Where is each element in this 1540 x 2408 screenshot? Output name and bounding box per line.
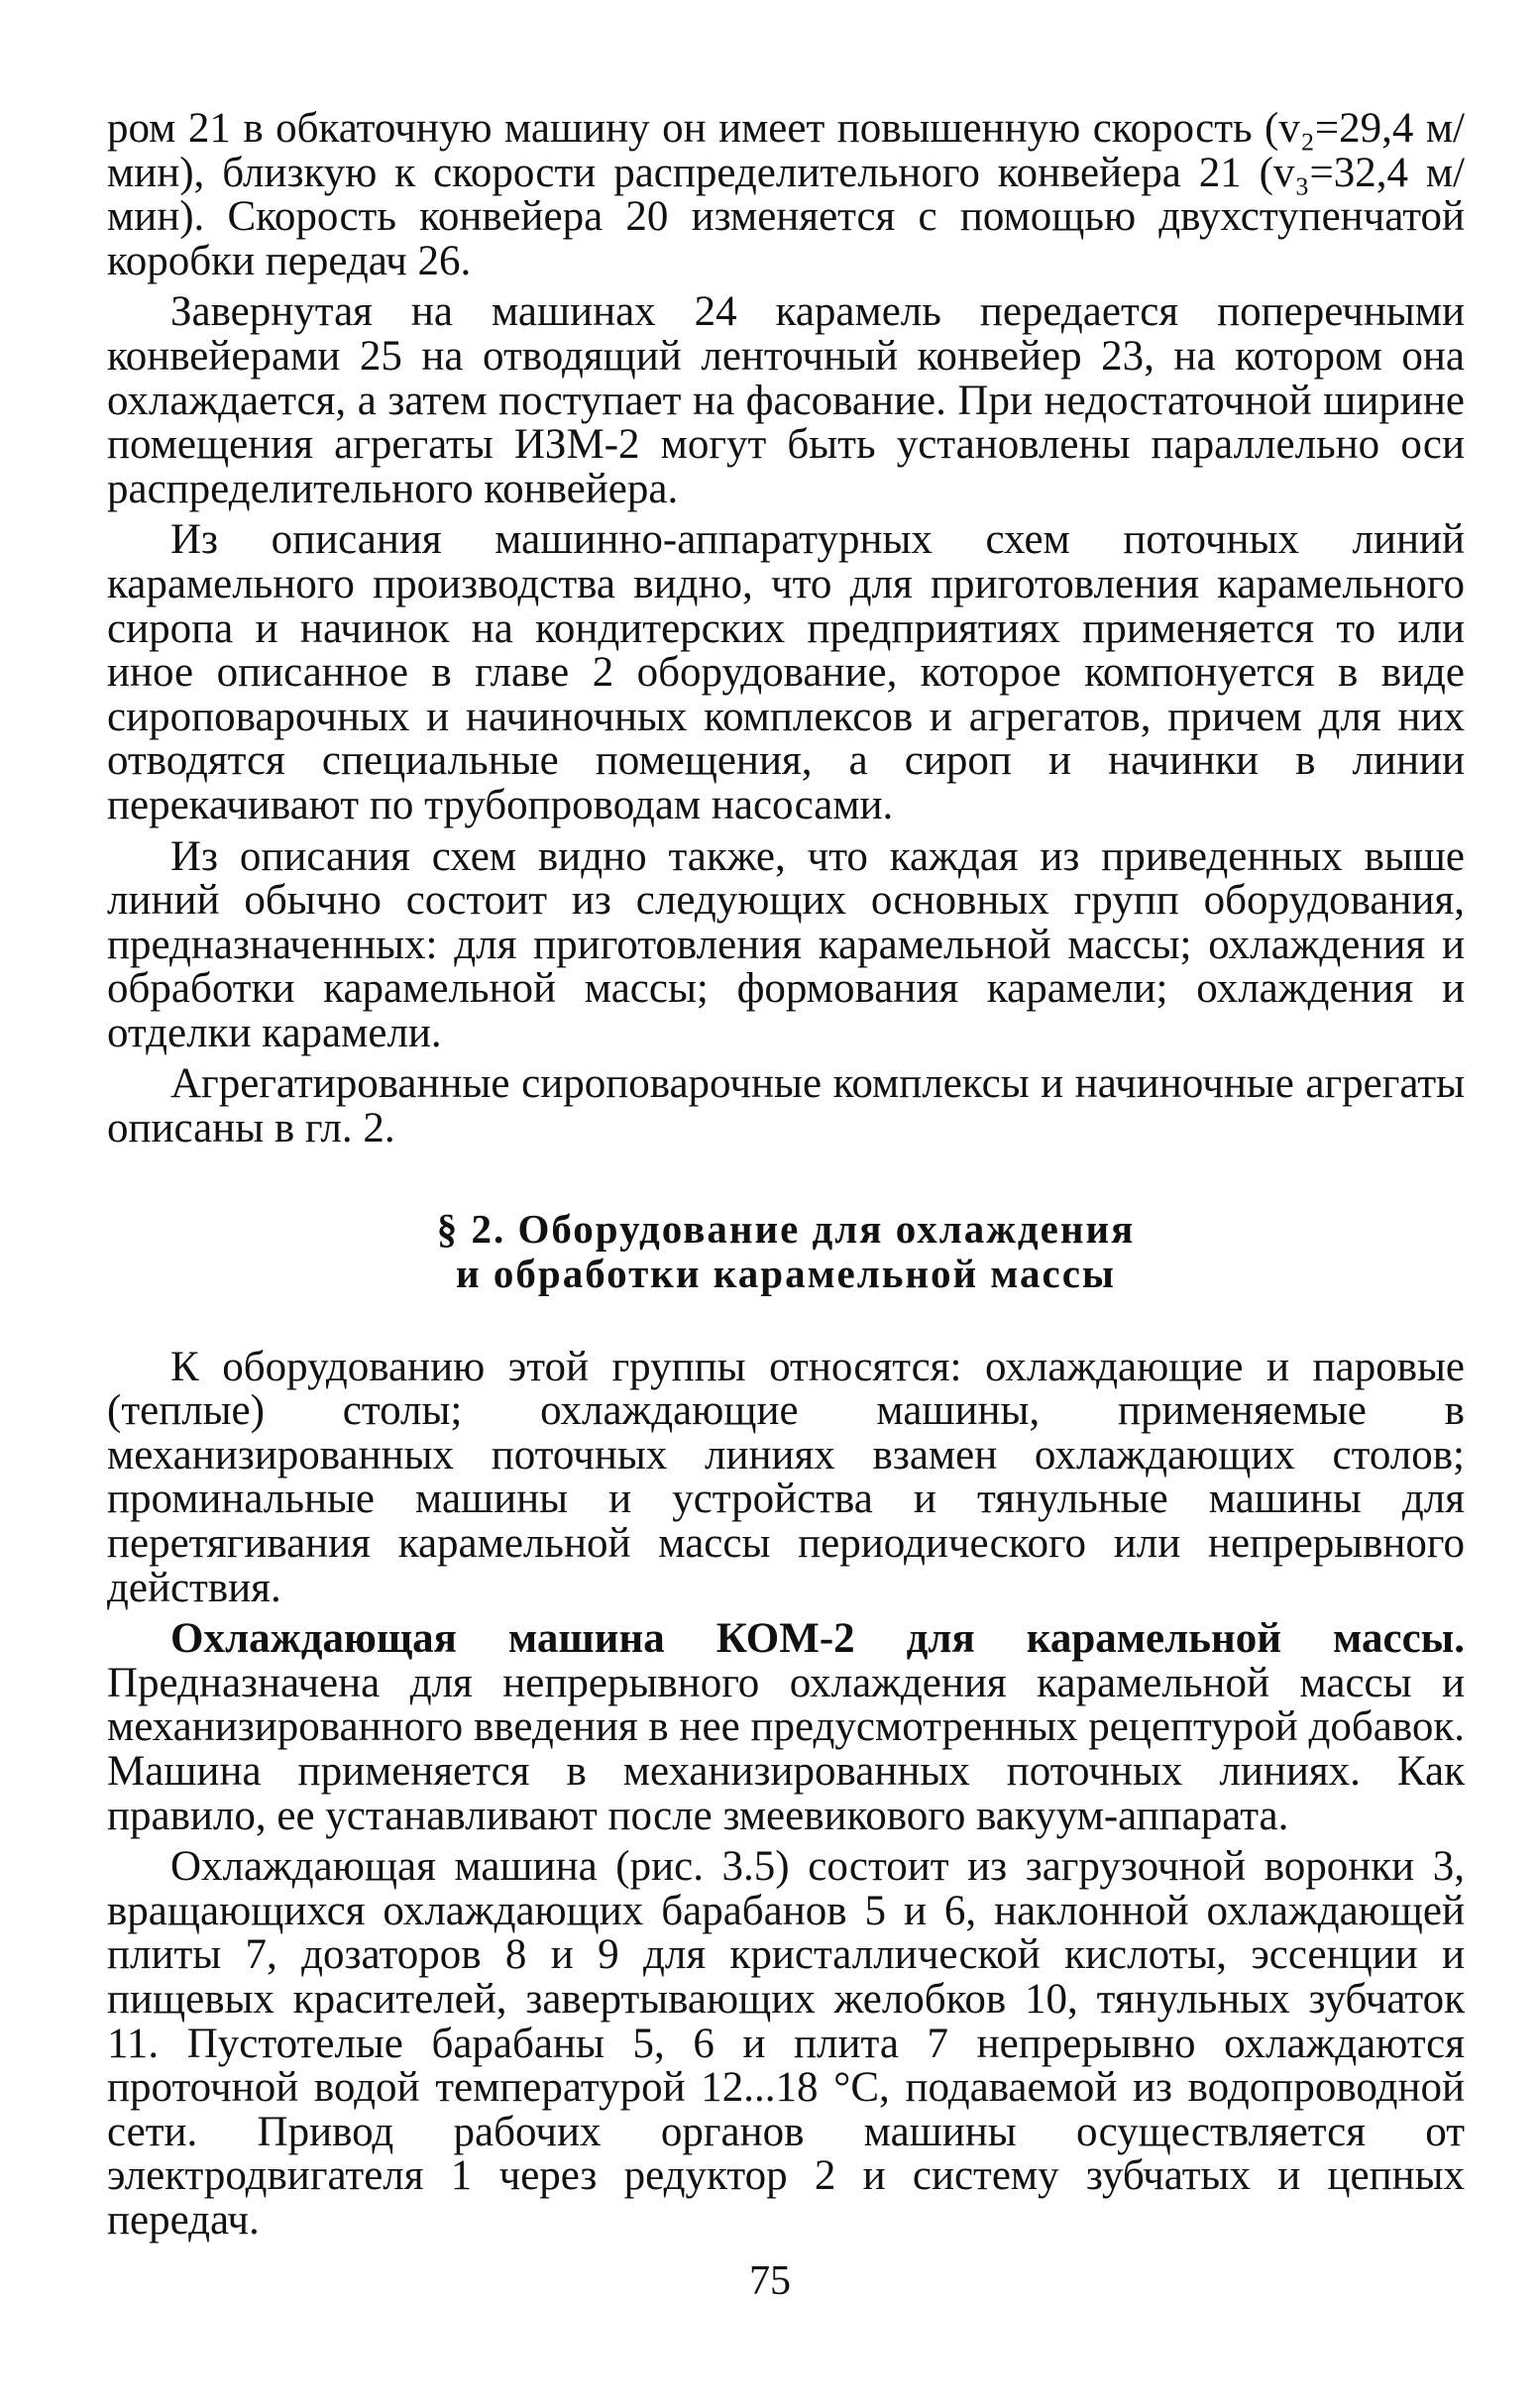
page-body	[107, 107, 1465, 2244]
paragraph-equipment-groups: Из описания схем видно также, что каждая из приведенных выше линий обычно состоит из следующих основных групп оборудования, предназначенных: для приготовления карамельной массы; охлаждения и обработки карамельной массы; формования карамели; охлаждения и отделки карамели.	[107, 832, 1465, 1056]
paragraph-kom2-text: Предназначена для непрерывного охлаждения карамельной массы и механизированного введения в нее предусмотренных рецептурой добавок. Машина применяется в механизированных поточных линиях. Как правило, ее устанавливают после змеевикового вакуум-аппарата.	[107, 1659, 1465, 1839]
paragraph-lead-term: Охлаждающая машина КОМ-2 для карамельной массы.	[170, 1615, 1465, 1663]
section-heading-line-2: и обработки карамельной массы	[456, 1250, 1116, 1296]
paragraph-continuation: ром 21 в обкаточную машину он имеет повышенную скорость (v₂=29,4 м/мин), близкую к скорости распределительного конвейера 21 (v₃=32,4 м/мин). Скорость конвейера 20 изменяется с помощью двухступенчатой коробки передач 26.	[107, 105, 1465, 284]
section-heading-line-1: § 2. Оборудование для охлаждения	[436, 1205, 1136, 1252]
paragraph-line-descriptions: Из описания машинно-аппаратурных схем поточных линий карамельного производства видно, что для приготовления карамельного сиропа и начинок на кондитерских предприятиях применяется то или иное описанное в главе 2 оборудование, которое компонуется в виде сироповарочных и начиночных комплексов и агрегатов, причем для них отводятся специальные помещения, а сироп и начинки в линии перекачивают по трубопроводам насосами.	[107, 516, 1465, 828]
paragraph-equipment-list: К оборудованию этой группы относятся: охлаждающие и паровые (теплые) столы; охлаждающие машины, применяемые в механизированных поточных линиях взамен охлаждающих столов; проминальные машины и устройства и тянульные машины для перетягивания карамельной массы периодического или непрерывного действия.	[107, 1343, 1465, 1611]
paragraph-kom2-machine	[107, 1617, 1465, 1838]
paragraph-machine-structure: Охлаждающая машина (рис. 3.5) состоит из загрузочной воронки 3, вращающихся охлаждающих барабанов 5 и 6, наклонной охлаждающей плиты 7, дозаторов 8 и 9 для кристаллической кислоты, эссенции и пищевых красителей, завертывающих желобков 10, тянульных зубчаток 11. Пустотелые барабаны 5, 6 и плита 7 непрерывно охлаждаются проточной водой температурой 12...18 °С, подаваемой из водопроводной сети. Привод рабочих органов машины осуществляется от электродвигателя 1 через редуктор 2 и систему зубчатых и цепных передач.	[107, 1843, 1465, 2244]
section-heading	[107, 1207, 1465, 1296]
paragraph-aggregated-complexes: Агрегатированные сироповарочные комплексы и начиночные агрегаты описаны в гл. 2.	[107, 1060, 1465, 1152]
paragraph-wrapped-caramel: Завернутая на машинах 24 карамель передается поперечными конвейерами 25 на отводящий ленточный конвейер 23, на котором она охлаждается, а затем поступает на фасование. При недостаточной ширине помещения агрегаты ИЗМ-2 могут быть установлены параллельно оси распределительного конвейера.	[107, 288, 1465, 512]
page-number: 75	[749, 2258, 791, 2304]
